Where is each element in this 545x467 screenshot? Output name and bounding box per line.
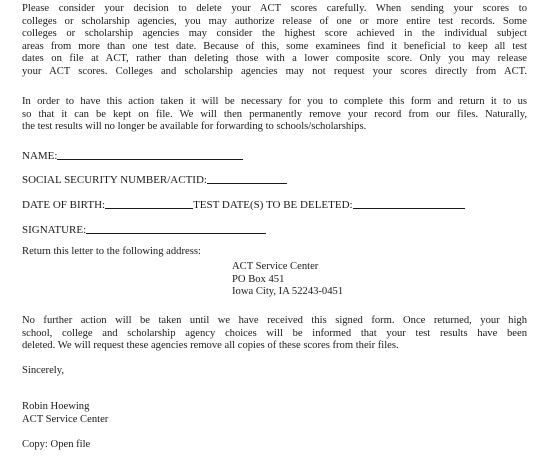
closing-line-1: No further action will be taken until we have received this signed form. Once returned, your high [22, 315, 527, 326]
return-address [232, 261, 343, 299]
dob-testdate-field [22, 197, 465, 212]
address-line-1: ACT Service Center [232, 261, 319, 272]
test-dates-blank-line[interactable] [353, 198, 465, 209]
intro-line-4: areas from more than one test date. Because of this, some examinees find it beneficial to keep all test [22, 40, 527, 52]
closing-line-2: school, college and scholarship agency choices will be informed that your test results have been [22, 327, 527, 339]
ssn-blank-line[interactable] [207, 173, 287, 184]
dob-blank-line[interactable] [105, 198, 193, 209]
closing-paragraph [22, 315, 527, 353]
action-line-2: so that it can be kept on file. We will then permanently remove your record from our files. Naturally, [22, 108, 527, 120]
address-line-2: PO Box 451 [232, 273, 285, 285]
copy-note: Copy: Open file [22, 439, 91, 450]
dob-label: DATE OF BIRTH: [22, 199, 106, 211]
sign-off: Sincerely, [22, 365, 64, 376]
intro-line-6: your ACT scores. Colleges and scholarship agencies may not request your scores directly from ACT. [22, 65, 527, 77]
name-label: NAME: [22, 150, 58, 162]
signature-field [22, 222, 266, 237]
signer-department: ACT Service Center [22, 414, 109, 425]
action-line-1: In order to have this action taken it will be necessary for you to complete this form and return it to us [22, 96, 527, 107]
signer-name: Robin Hoewing [22, 401, 90, 412]
test-dates-label: TEST DATE(S) TO BE DELETED: [193, 199, 353, 211]
signature-label: SIGNATURE: [22, 224, 87, 236]
name-field [22, 148, 243, 163]
signature-blank-line[interactable] [86, 223, 266, 234]
intro-line-5: dates on file at ACT, rather than deleting those with a lower composite score. Only you may release [22, 53, 527, 65]
intro-line-3: colleges or scholarship agencies may consider the highest score achieved in the individual subject [22, 28, 527, 40]
ssn-field [22, 172, 287, 187]
action-paragraph [22, 96, 527, 134]
return-instruction: Return this letter to the following address: [22, 246, 201, 257]
intro-line-2: colleges or scholarship agencies, you may authorize release of one or more entire test records. Some [22, 15, 527, 27]
address-line-3: Iowa City, IA 52243-0451 [232, 286, 344, 298]
name-blank-line[interactable] [57, 149, 243, 160]
closing-line-3: deleted. We will request these agencies remove all copies of these scores from their files. [22, 340, 399, 352]
ssn-label: SOCIAL SECURITY NUMBER/ACTID: [22, 174, 207, 186]
intro-line-1: Please consider your decision to delete your ACT scores carefully. When sending your scores to [22, 3, 527, 14]
action-line-3: the test results will no longer be available for forwarding to schools/scholarships. [22, 121, 367, 133]
intro-paragraph [22, 3, 527, 79]
